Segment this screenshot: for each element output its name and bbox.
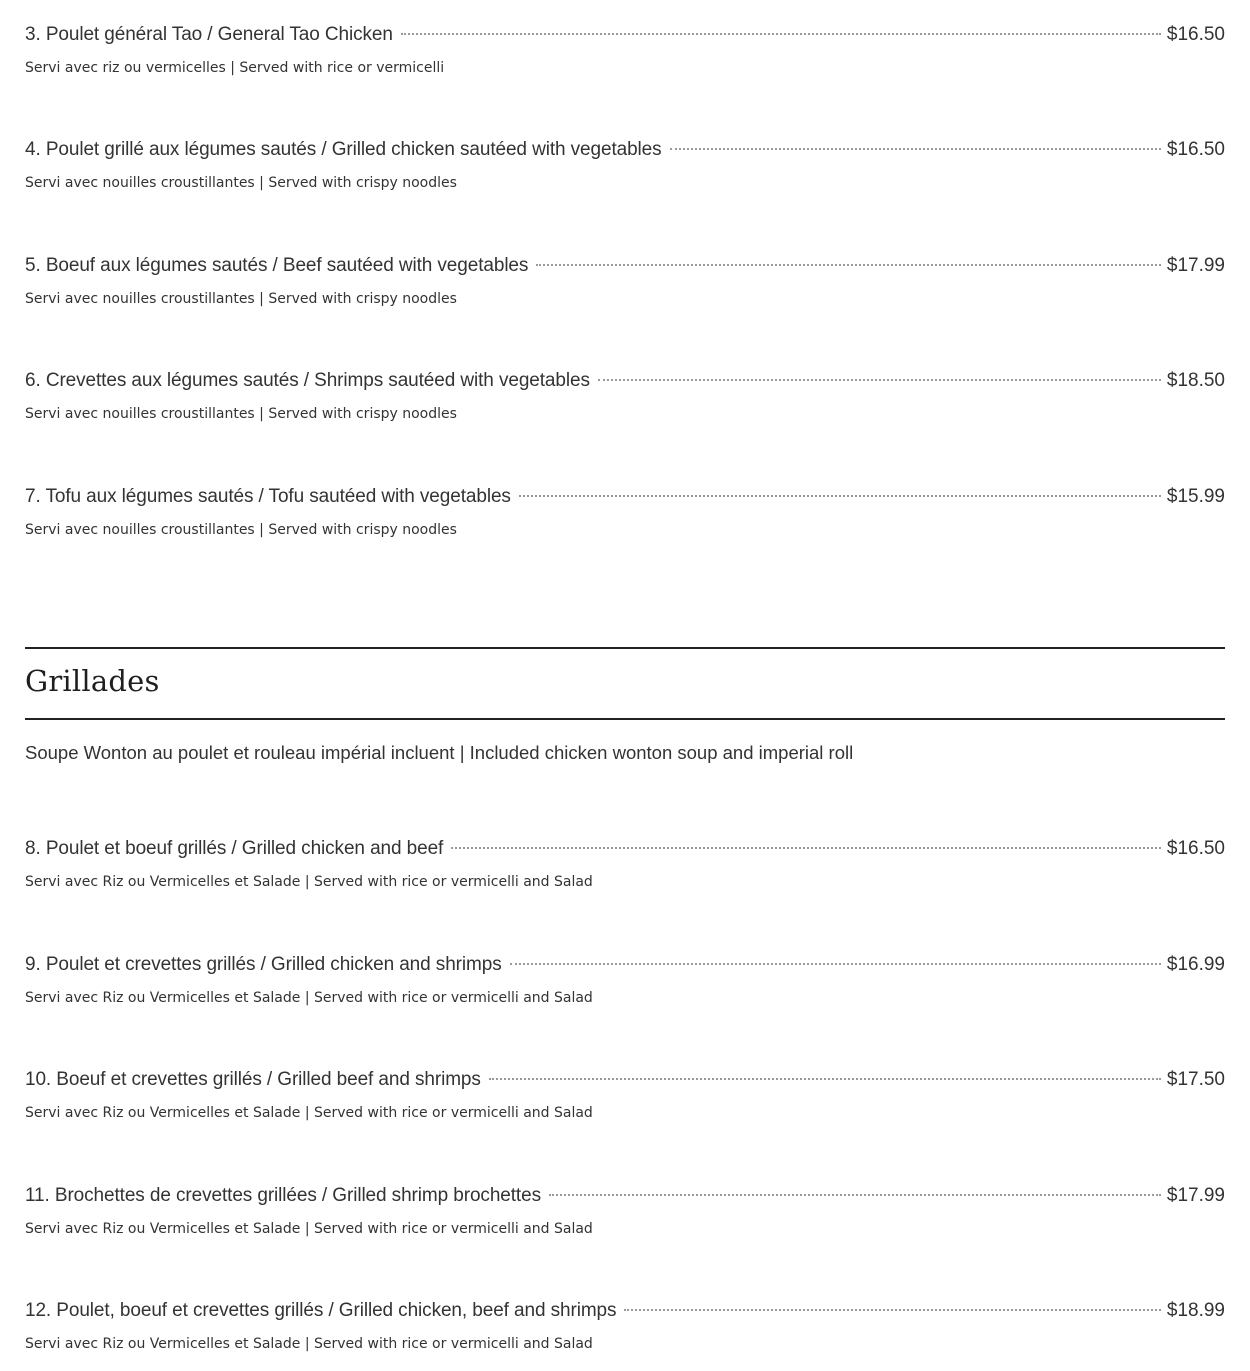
item-name: 11. Brochettes de crevettes grillées / Grilled shrimp brochettes <box>25 1185 541 1206</box>
menu-item <box>25 139 1225 191</box>
section-note: Soupe Wonton au poulet et rouleau impérial incluent | Included chicken wonton soup and imperial roll <box>25 742 854 763</box>
menu-item <box>25 954 1225 1006</box>
item-name: 12. Poulet, boeuf et crevettes grillés / Grilled chicken, beef and shrimps <box>25 1300 617 1321</box>
menu-item <box>25 24 1225 76</box>
menu-item <box>25 255 1225 307</box>
item-price: $15.99 <box>1166 486 1225 507</box>
item-name: 4. Poulet grillé aux légumes sautés / Grilled chicken sautéed with vegetables <box>25 139 662 160</box>
item-description: Servi avec Riz ou Vermicelles et Salade | Served with rice or vermicelli and Salad <box>25 874 593 890</box>
item-description: Servi avec Riz ou Vermicelles et Salade | Served with rice or vermicelli and Salad <box>25 1105 593 1121</box>
section-bottom-rule <box>25 718 1225 720</box>
item-price: $16.50 <box>1166 139 1225 160</box>
item-price: $18.99 <box>1166 1300 1225 1321</box>
item-description: Servi avec Riz ou Vermicelles et Salade | Served with rice or vermicelli and Salad <box>25 1221 593 1237</box>
section-title: Grillades <box>25 664 160 698</box>
item-name: 3. Poulet général Tao / General Tao Chicken <box>25 24 393 45</box>
menu-item <box>25 838 1225 890</box>
item-description: Servi avec Riz ou Vermicelles et Salade | Served with rice or vermicelli and Salad <box>25 990 593 1006</box>
item-name: 5. Boeuf aux légumes sautés / Beef sautéed with vegetables <box>25 255 529 276</box>
dot-leader <box>670 147 1161 150</box>
dot-leader <box>519 494 1161 497</box>
dot-leader <box>510 962 1161 965</box>
dot-leader <box>536 263 1161 266</box>
dot-leader <box>598 378 1161 381</box>
dot-leader <box>451 846 1161 849</box>
menu-item <box>25 1300 1225 1352</box>
item-price: $17.50 <box>1166 1069 1225 1090</box>
item-description: Servi avec nouilles croustillantes | Served with crispy noodles <box>25 522 457 538</box>
item-description: Servi avec nouilles croustillantes | Served with crispy noodles <box>25 291 457 307</box>
item-description: Servi avec nouilles croustillantes | Served with crispy noodles <box>25 406 457 422</box>
menu-item <box>25 370 1225 422</box>
item-price: $18.50 <box>1166 370 1225 391</box>
item-description: Servi avec nouilles croustillantes | Served with crispy noodles <box>25 175 457 191</box>
item-name: 9. Poulet et crevettes grillés / Grilled chicken and shrimps <box>25 954 502 975</box>
item-price: $16.50 <box>1166 24 1225 45</box>
dot-leader <box>401 32 1161 35</box>
dot-leader <box>489 1077 1161 1080</box>
item-name: 10. Boeuf et crevettes grillés / Grilled beef and shrimps <box>25 1069 481 1090</box>
item-name: 6. Crevettes aux légumes sautés / Shrimps sautéed with vegetables <box>25 370 590 391</box>
item-description: Servi avec Riz ou Vermicelles et Salade | Served with rice or vermicelli and Salad <box>25 1336 593 1352</box>
item-price: $17.99 <box>1166 255 1225 276</box>
item-price: $16.50 <box>1166 838 1225 859</box>
menu-item <box>25 486 1225 538</box>
menu-item <box>25 1069 1225 1121</box>
item-name: 7. Tofu aux légumes sautés / Tofu sautéed with vegetables <box>25 486 511 507</box>
item-price: $17.99 <box>1166 1185 1225 1206</box>
item-price: $16.99 <box>1166 954 1225 975</box>
item-name: 8. Poulet et boeuf grillés / Grilled chicken and beef <box>25 838 444 859</box>
dot-leader <box>624 1308 1160 1311</box>
dot-leader <box>549 1193 1161 1196</box>
menu-item <box>25 1185 1225 1237</box>
item-description: Servi avec riz ou vermicelles | Served with rice or vermicelli <box>25 60 445 76</box>
section-top-rule <box>25 647 1225 649</box>
